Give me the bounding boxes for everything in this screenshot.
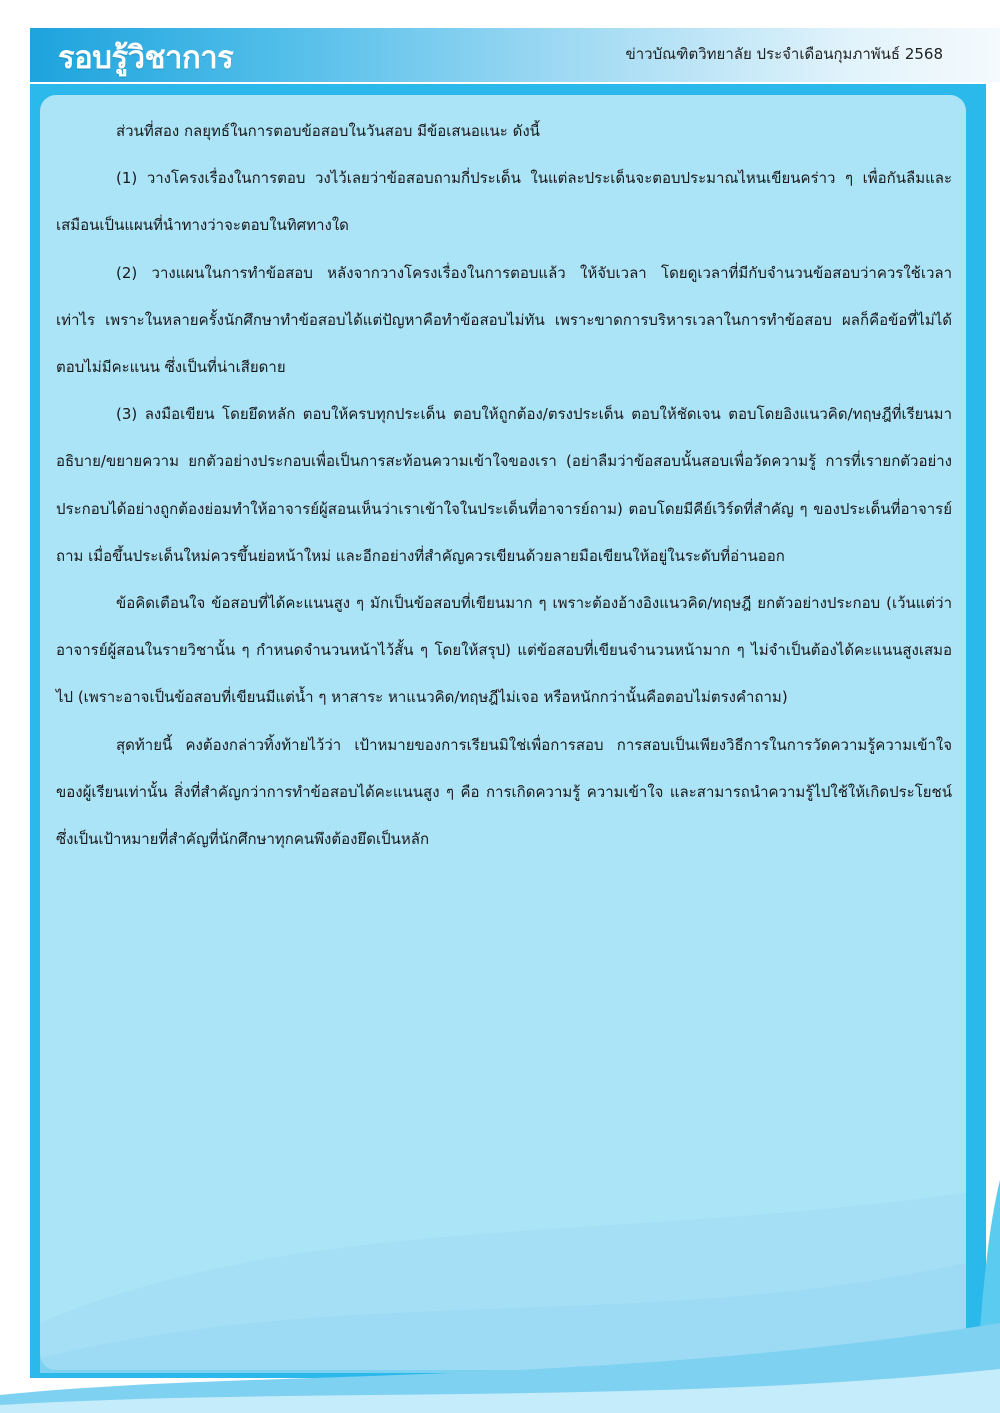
paragraph-reminder: ข้อคิดเตือนใจ ข้อสอบที่ได้คะแนนสูง ๆ มักเป็นข้อสอบที่เขียนมาก ๆ เพราะต้องอ้างอิงแนวคิด/ทฤษฎี ยกตัวอย่างประกอบ (เว้นแต่ว่าอาจารย์ผู้สอนในรายวิชานั้น ๆ กำหนดจำนวนหน้าไว้สั้น ๆ โดยให้สรุป) แต่ข้อสอบที่เขียนจำนวนหน้ามาก ๆ ไม่จำเป็นต้องได้คะแนนสูงเสมอไป (เพราะอาจเป็นข้อสอบที่เขียนมีแต่น้ำ ๆ หาสาระ หาแนวคิด/ทฤษฎีไม่เจอ หรือหนักกว่านั้นคือตอบไม่ตรงคำถาม)	[56, 594, 952, 707]
decorative-bottom-wave	[0, 1173, 1000, 1413]
paragraph-time-plan: (2) วางแผนในการทำข้อสอบ หลังจากวางโครงเรื่องในการตอบแล้ว ให้จับเวลา โดยดูเวลาที่มีกับจำนวนข้อสอบว่าควรใช้เวลาเท่าไร เพราะในหลายครั้งนักศึกษาทำข้อสอบได้แต่ปัญหาคือทำข้อสอบไม่ทัน เพราะขาดการบริหารเวลาในการทำข้อสอบ ผลก็คือข้อที่ไม่ได้ตอบไม่มีคะแนน ซึ่งเป็นที่น่าเสียดาย	[56, 263, 952, 377]
paragraph-conclusion: สุดท้ายนี้ คงต้องกล่าวทิ้งท้ายไว้ว่า เป้าหมายของการเรียนมิใช่เพื่อการสอบ การสอบเป็นเพียงวิธีการในการวัดความรู้ความเข้าใจของผู้เรียนเท่านั้น สิ่งที่สำคัญกว่าการทำข้อสอบได้คะแนนสูง ๆ คือ การเกิดความรู้ ความเข้าใจ และสามารถนำความรู้ไปใช้ให้เกิดประโยชน์ซึ่งเป็นเป้าหมายที่สำคัญที่นักศึกษาทุกคนพึงต้องยึดเป็นหลัก	[56, 735, 952, 849]
paragraph-writing: (3) ลงมือเขียน โดยยึดหลัก ตอบให้ครบทุกประเด็น ตอบให้ถูกต้อง/ตรงประเด็น ตอบให้ชัดเจน ตอบโดยอิงแนวคิด/ทฤษฎีที่เรียนมา อธิบาย/ขยายความ ยกตัวอย่างประกอบเพื่อเป็นการสะท้อนความเข้าใจของเรา (อย่าลืมว่าข้อสอบนั้นสอบเพื่อวัดความรู้ การที่เรายกตัวอย่างประกอบได้อย่างถูกต้องย่อมทำให้อาจารย์ผู้สอนเห็นว่าเราเข้าใจในประเด็นที่อาจารย์ถาม) ตอบโดยมีคีย์เวิร์ดที่สำคัญ ๆ ของประเด็นที่อาจารย์ถาม เมื่อขึ้นประเด็นใหม่ควรขึ้นย่อหน้าใหม่ และอีกอย่างที่สำคัญควรเขียนด้วยลายมือเขียนให้อยู่ในระดับที่อ่านออก	[56, 405, 952, 565]
paragraph-outline: (1) วางโครงเรื่องในการตอบ วงไว้เลยว่าข้อสอบถามกี่ประเด็น ในแต่ละประเด็นจะตอบประมาณไหนเขียนคร่าว ๆ เพื่อกันลืมและเสมือนเป็นแผนที่นำทางว่าจะตอบในทิศทางใด	[56, 169, 952, 235]
paragraph-intro: ส่วนที่สอง กลยุทธ์ในการตอบข้อสอบในวันสอบ มีข้อเสนอแนะ ดังนี้	[116, 122, 540, 140]
newsletter-caption: ข่าวบัณฑิตวิทยาลัย ประจำเดือนกุมภาพันธ์ 2568	[625, 45, 943, 63]
article-body	[56, 108, 952, 863]
section-title: รอบรู้วิชาการ	[58, 40, 234, 76]
